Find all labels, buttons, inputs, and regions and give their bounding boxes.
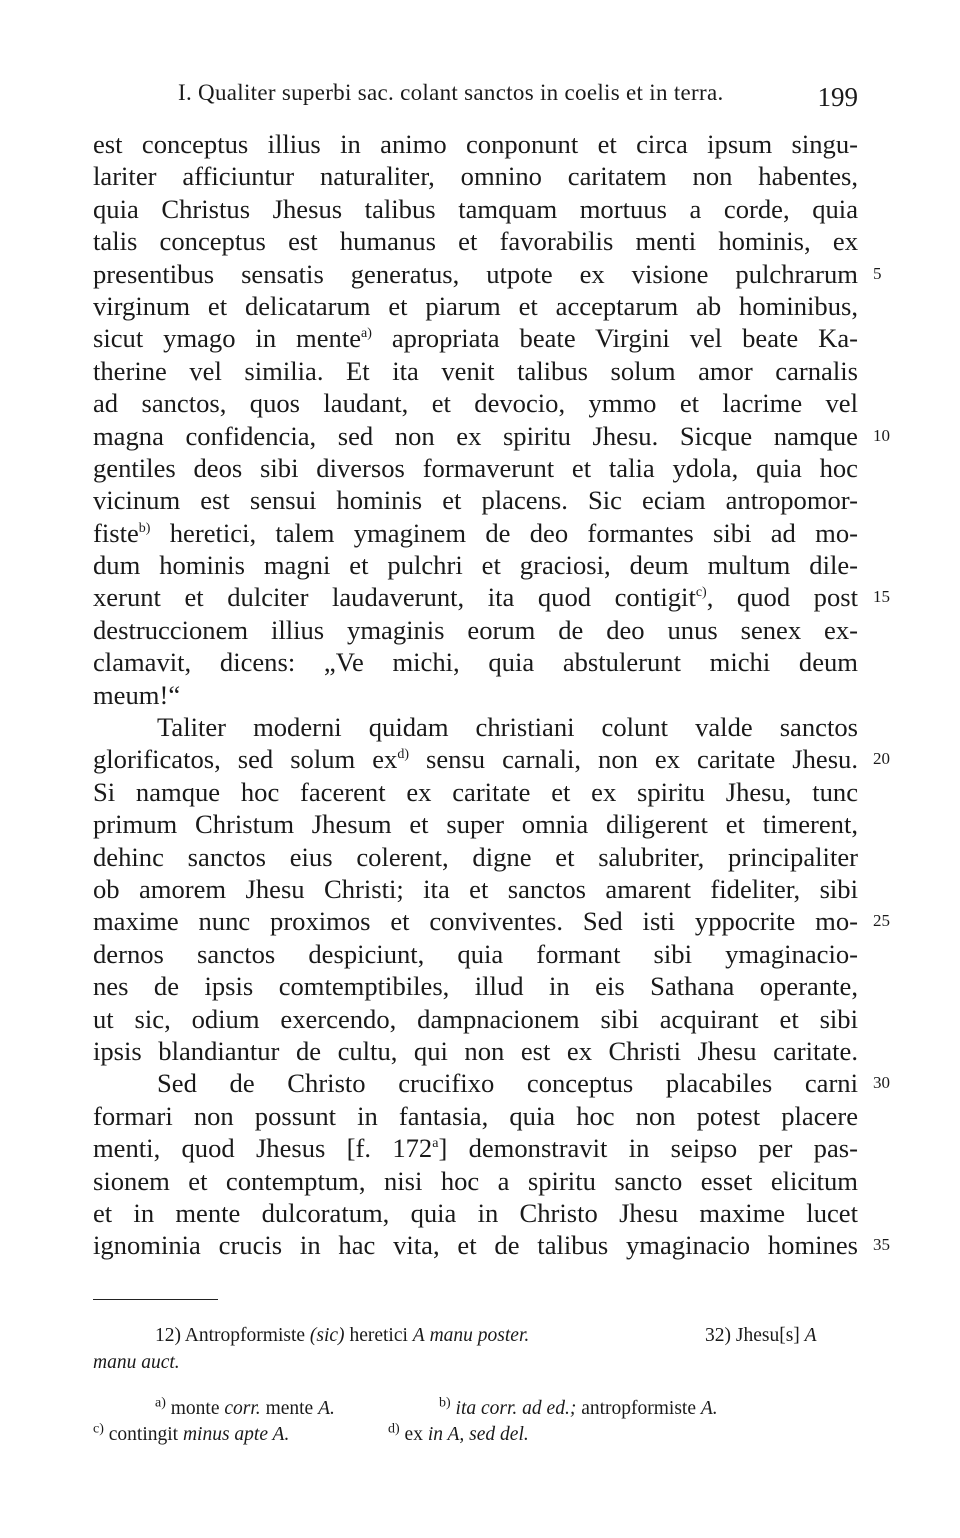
line-text: nes de ipsis comtemptibiles, illud in eis Sathana operante,	[93, 971, 858, 1002]
line-text: fiste	[93, 517, 139, 548]
footnote-reference: a	[432, 1136, 439, 1152]
line-text: Sed de Christo crucifixo conceptus placabiles carni	[157, 1068, 858, 1099]
line-text: sensu carnali, non ex caritate Jhesu.	[408, 744, 858, 775]
line-text: vicinum est sensui hominis et placens. Sic eciam antropomor-	[93, 485, 858, 516]
line-number: 25	[873, 911, 890, 931]
footnote-text: ex	[399, 1424, 428, 1445]
footnote-siglum: A.	[700, 1398, 718, 1419]
text-line	[93, 581, 890, 613]
footnote-cd	[93, 1423, 858, 1447]
footnote-mark: c)	[93, 1421, 104, 1437]
footnote-in: in A, sed del.	[427, 1424, 529, 1445]
footnote-manu: manu auct.	[93, 1352, 180, 1373]
footnote-text: heretici	[344, 1325, 413, 1346]
line-text: lariter afficiuntur naturaliter, omnino caritatem non habentes,	[93, 161, 858, 192]
text-line	[93, 452, 858, 484]
line-text: formari non possunt in fantasia, quia hoc non potest placere	[93, 1100, 858, 1131]
body-text	[93, 128, 890, 1262]
footnote-reference: c)	[695, 585, 707, 601]
line-number: 5	[873, 263, 882, 283]
text-line	[93, 873, 858, 905]
line-number: 10	[873, 425, 890, 445]
text-line	[93, 1165, 858, 1197]
footnote-mark: d)	[388, 1421, 400, 1437]
footnote-text: contingit	[103, 1424, 183, 1445]
text-line	[93, 128, 858, 160]
text-line	[93, 549, 858, 581]
text-line	[93, 1229, 890, 1261]
line-text: ob amorem Jhesu Christi; ita et sanctos amarent fideliter, sibi	[93, 873, 858, 904]
line-text: dehinc sanctos eius colerent, digne et salubriter, principaliter	[93, 841, 858, 872]
line-text: quia Christus Jhesus talibus tamquam mortuus a corde, quia	[93, 193, 858, 224]
footnote-text: Jhesu[s]	[731, 1325, 805, 1346]
text-line	[93, 355, 858, 387]
line-text: menti, quod Jhesus [f. 172	[93, 1133, 433, 1164]
line-text: magna confidencia, sed non ex spiritu Jhesu. Sicque namque	[93, 420, 858, 451]
line-text: clamavit, dicens: „Ve michi, quia abstulerunt michi deum	[93, 647, 858, 678]
footnote-siglum: A	[804, 1325, 817, 1346]
line-text: ut sic, odium exercendo, dampnacionem sibi acquirant et sibi	[93, 1003, 858, 1034]
line-text: therine vel similia. Et ita venit talibus solum amor carnalis	[93, 355, 858, 386]
footnote-ita: ita corr. ad ed.;	[455, 1398, 577, 1419]
footnote-ab	[93, 1397, 858, 1421]
page-header	[178, 80, 858, 120]
text-line	[93, 225, 858, 257]
text-line	[93, 290, 858, 322]
footnote-separator	[93, 1299, 218, 1300]
text-line	[93, 1197, 858, 1229]
line-number: 20	[873, 749, 890, 769]
line-text: maxime nunc proximos et conviventes. Sed isti yppocrite mo-	[93, 906, 858, 937]
footnote-siglum: A.	[318, 1398, 335, 1419]
footnote-minus: minus apte A.	[182, 1424, 290, 1445]
line-text: Taliter moderni quidam christiani colunt valde sanctos	[157, 712, 858, 743]
text-line	[93, 646, 858, 678]
text-line	[93, 970, 858, 1002]
text-line	[93, 1132, 858, 1164]
line-text: glorificatos, sed solum ex	[93, 744, 398, 775]
footnote-reference: a)	[361, 326, 372, 342]
line-text: apropriata beate Virgini vel beate Ka-	[371, 323, 858, 354]
text-line	[93, 193, 858, 225]
text-line	[93, 517, 858, 549]
line-text: presentibus sensatis generatus, utpote ex visione pulchrarum	[93, 258, 858, 289]
text-line	[93, 484, 858, 516]
footnote-corr: corr.	[224, 1398, 261, 1419]
footnote-number: 32)	[705, 1325, 731, 1346]
text-line	[93, 1003, 858, 1035]
line-text: et in mente dulcoratum, quia in Christo Jhesu maxime lucet	[93, 1197, 858, 1228]
line-number: 30	[873, 1073, 890, 1093]
line-text: primum Christum Jhesum et super omnia diligerent et timerent,	[93, 809, 858, 840]
footnote-sic: (sic)	[309, 1325, 345, 1346]
line-text: dernos sanctos despiciunt, quia formant sibi ymaginacio-	[93, 938, 858, 969]
line-text: sionem et contemptum, nisi hoc a spiritu sancto esset elicitum	[93, 1165, 858, 1196]
footnote-reference: b)	[138, 520, 151, 536]
line-number: 35	[873, 1235, 890, 1255]
footnote-number: 12)	[155, 1325, 181, 1346]
footnote-siglum: A	[412, 1325, 425, 1346]
line-text: , quod post	[706, 582, 858, 613]
line-text: ad sanctos, quos laudant, et devocio, ymmo et lacrime vel	[93, 388, 858, 419]
text-line	[93, 258, 882, 290]
footnote-text: monte	[165, 1398, 225, 1419]
line-text: xerunt et dulciter laudaverunt, ita quod contigit	[93, 582, 696, 613]
line-text: est conceptus illius in animo conponunt et circa ipsum singu-	[93, 129, 858, 159]
text-line	[93, 938, 858, 970]
page-number: 199	[817, 82, 858, 112]
footnote-32-cont	[93, 1351, 858, 1375]
footnote-text: Antropformiste	[181, 1325, 310, 1346]
footnote-mark: a)	[155, 1395, 166, 1411]
running-head: I. Qualiter superbi sac. colant sanctos in coelis et in terra.	[178, 80, 724, 105]
line-text: talis conceptus est humanus et favorabilis menti hominis, ex	[93, 226, 858, 257]
text-line	[93, 905, 890, 937]
text-line	[93, 711, 858, 743]
line-text: ] demonstravit in seipso per pas-	[438, 1133, 858, 1164]
footnote-text: mente	[260, 1398, 319, 1419]
line-number: 15	[873, 587, 890, 607]
text-line	[93, 160, 858, 192]
footnote-reference: d)	[397, 747, 409, 763]
line-text: Si namque hoc facerent ex caritate et ex spiritu Jhesu, tunc	[93, 776, 858, 807]
line-text: ipsis blandiantur de cultu, qui non est ex Christi Jhesu caritate.	[93, 1035, 858, 1066]
text-line	[93, 1035, 858, 1067]
line-text: heretici, talem ymaginem de deo formantes sibi ad mo-	[150, 517, 858, 548]
text-line	[93, 420, 890, 452]
text-line	[93, 776, 858, 808]
text-line	[93, 679, 858, 711]
text-line	[93, 1067, 890, 1099]
text-line	[93, 841, 858, 873]
text-line	[93, 743, 890, 775]
footnote-mark: b)	[439, 1395, 451, 1411]
text-line	[93, 1100, 858, 1132]
line-text: virginum et delicatarum et piarum et acceptarum ab hominibus,	[93, 290, 858, 321]
line-text: meum!“	[93, 679, 181, 710]
line-text: gentiles deos sibi diversos formaverunt et talia ydola, quia hoc	[93, 452, 858, 483]
footnote-12	[93, 1324, 858, 1348]
text-line	[93, 387, 858, 419]
line-text: sicut ymago in mente	[93, 323, 362, 354]
text-line	[93, 808, 858, 840]
line-text: destruccionem illius ymaginis eorum de deo unus senex ex-	[93, 614, 858, 645]
footnote-text: antropformiste	[576, 1398, 701, 1419]
footnote-manu: manu poster.	[429, 1325, 530, 1346]
text-line	[93, 322, 858, 354]
text-line	[93, 614, 858, 646]
line-text: dum hominis magni et pulchri et graciosi, deum multum dile-	[93, 550, 858, 581]
line-text: ignominia crucis in hac vita, et de talibus ymaginacio homines	[93, 1230, 858, 1261]
